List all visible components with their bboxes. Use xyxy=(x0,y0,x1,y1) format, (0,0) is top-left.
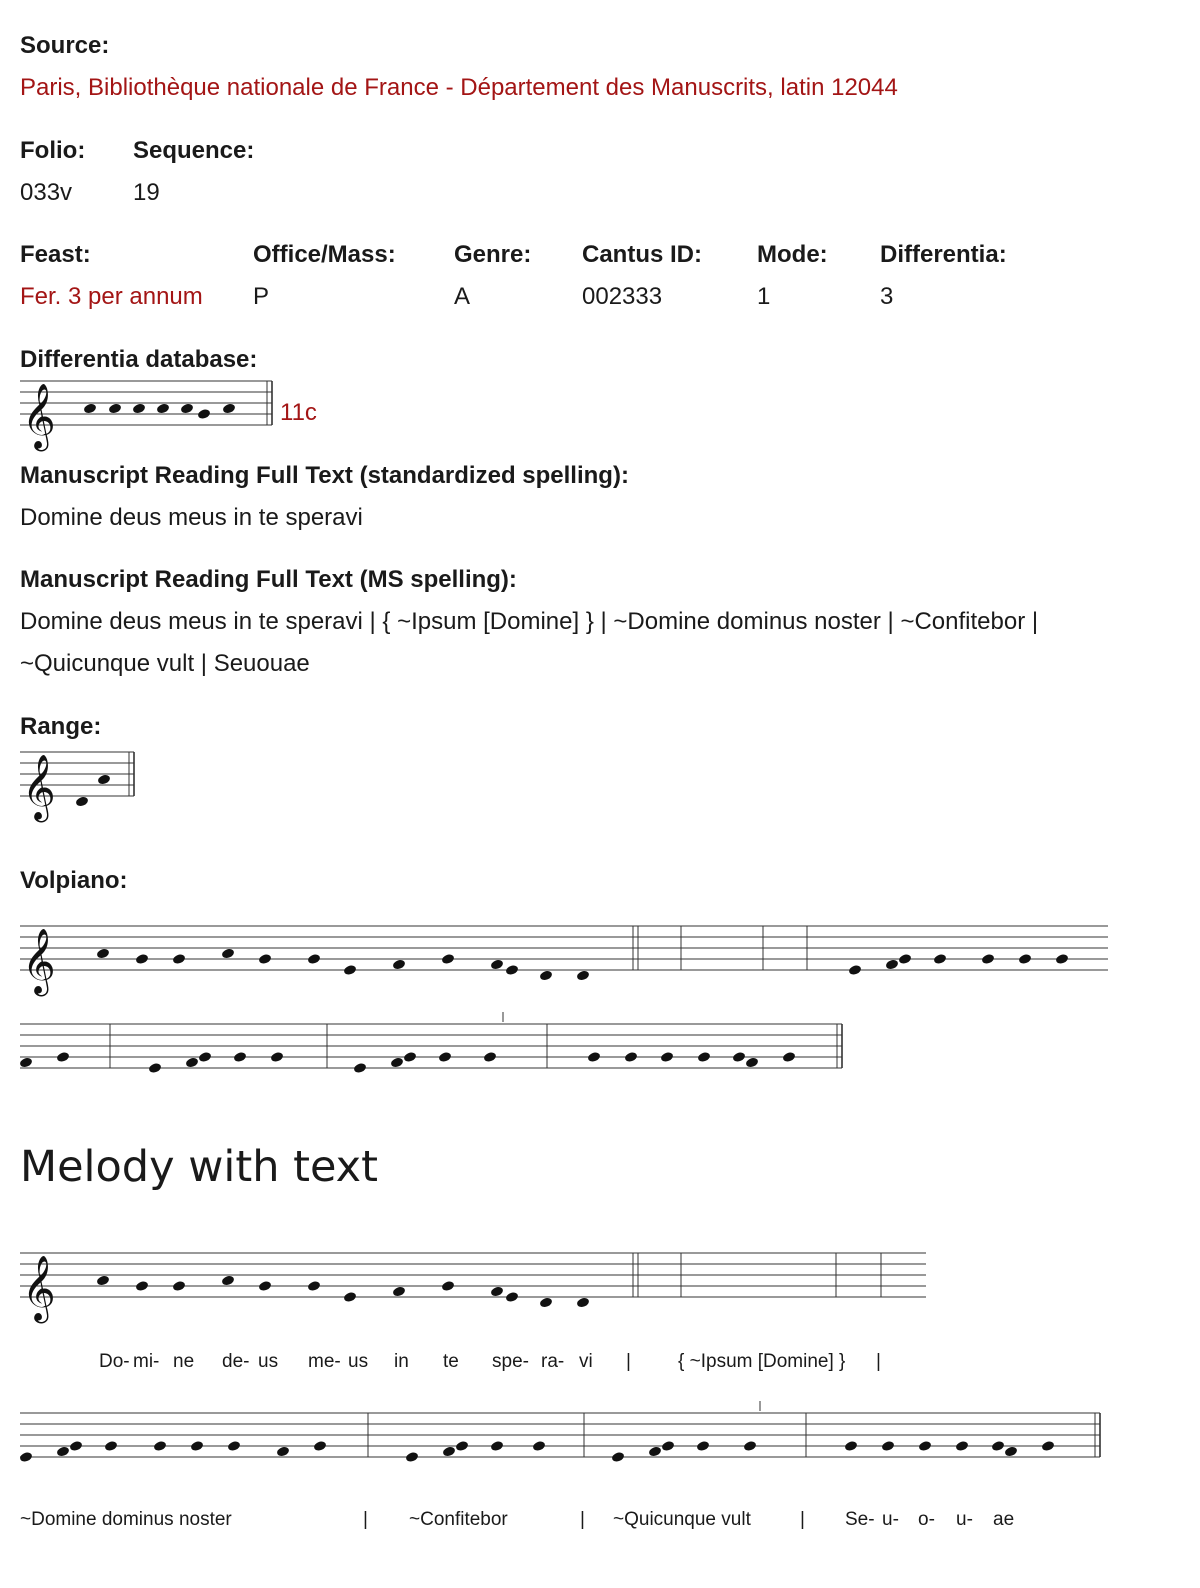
notehead-icon xyxy=(343,1291,357,1303)
notehead-icon xyxy=(1041,1440,1055,1452)
notehead-icon xyxy=(97,774,111,786)
differentia-staff xyxy=(0,368,290,448)
notehead-icon xyxy=(981,953,995,965)
notehead-icon xyxy=(844,1440,858,1452)
notehead-icon xyxy=(307,953,321,965)
lyric-syllable: ~Domine dominus noster xyxy=(20,1509,232,1530)
notehead-icon xyxy=(233,1051,247,1063)
notehead-icon xyxy=(221,1275,235,1287)
notehead-icon xyxy=(442,1446,456,1458)
lyric-syllable: o- xyxy=(918,1509,935,1530)
treble-clef-icon: 𝄞 xyxy=(22,754,56,820)
notehead-icon xyxy=(661,1440,675,1452)
notehead-icon xyxy=(611,1451,625,1463)
notehead-icon xyxy=(483,1051,497,1063)
notehead-icon xyxy=(898,953,912,965)
lyric-syllable: de- xyxy=(222,1351,250,1372)
lyric-syllable: ae xyxy=(993,1509,1015,1530)
differentia-database-label: Differentia database: xyxy=(20,346,258,373)
notehead-icon xyxy=(1018,953,1032,965)
notehead-icon xyxy=(197,408,211,420)
sequence-label: Sequence: xyxy=(133,137,255,164)
lyric-syllable: | xyxy=(580,1509,585,1530)
notehead-icon xyxy=(848,964,862,976)
notehead-icon xyxy=(221,948,235,960)
lyric-syllable: u- xyxy=(882,1509,899,1530)
mode-label: Mode: xyxy=(757,241,828,268)
notehead-icon xyxy=(881,1440,895,1452)
lyric-syllable: vi xyxy=(579,1351,593,1372)
notehead-icon xyxy=(505,1291,519,1303)
lyric-syllable: me- xyxy=(308,1351,341,1372)
notehead-icon xyxy=(933,953,947,965)
office-mass-value: P xyxy=(253,283,270,310)
notehead-icon xyxy=(587,1051,601,1063)
notehead-icon xyxy=(180,403,194,415)
notehead-icon xyxy=(307,1280,321,1292)
notehead-icon xyxy=(490,1440,504,1452)
notehead-icon xyxy=(576,970,590,982)
notehead-icon xyxy=(258,1280,272,1292)
notehead-icon xyxy=(624,1051,638,1063)
lyric-syllable: in xyxy=(394,1351,409,1372)
treble-clef-icon: 𝄞 xyxy=(22,383,56,449)
notehead-icon xyxy=(697,1051,711,1063)
notehead-icon xyxy=(745,1057,759,1069)
genre-value: A xyxy=(454,283,471,310)
lyric-syllable: ~Quicunque vult xyxy=(613,1509,751,1530)
differentia-label: Differentia: xyxy=(880,241,1007,268)
notehead-icon xyxy=(172,953,186,965)
lyric-syllable: Se- xyxy=(845,1509,875,1530)
lyric-syllable: mi- xyxy=(133,1351,160,1372)
volpiano-staff-row-1 xyxy=(0,900,1120,995)
folio-label: Folio: xyxy=(20,137,86,164)
lyric-syllable: ne xyxy=(173,1351,195,1372)
notehead-icon xyxy=(441,953,455,965)
differentia-code-link[interactable]: 11c xyxy=(280,399,317,426)
notehead-icon xyxy=(69,1440,83,1452)
treble-clef-icon: 𝄞 xyxy=(22,928,56,994)
notehead-icon xyxy=(156,403,170,415)
sequence-value: 19 xyxy=(133,179,160,206)
notehead-icon xyxy=(390,1057,404,1069)
notehead-icon xyxy=(405,1451,419,1463)
notehead-icon xyxy=(56,1051,70,1063)
source-link[interactable]: Paris, Bibliothèque nationale de France - Département des Manuscrits, latin 12044 xyxy=(20,74,898,101)
melody-with-text-heading: Melody with text xyxy=(20,1142,378,1192)
melody-staff-row-2 xyxy=(0,1395,1110,1470)
notehead-icon xyxy=(222,403,236,415)
full-text-ms-line1: Domine deus meus in te speravi | { ~Ipsum [Domine] } | ~Domine dominus noster | ~Confitebor | xyxy=(20,608,1039,635)
notehead-icon xyxy=(153,1440,167,1452)
volpiano-label: Volpiano: xyxy=(20,867,128,894)
full-text-ms-line2: ~Quicunque vult | Seuouae xyxy=(20,650,310,677)
notehead-icon xyxy=(313,1440,327,1452)
notehead-icon xyxy=(392,959,406,971)
notehead-icon xyxy=(198,1051,212,1063)
genre-label: Genre: xyxy=(454,241,532,268)
differentia-value: 3 xyxy=(880,283,894,310)
cantus-id-label: Cantus ID: xyxy=(582,241,702,268)
notehead-icon xyxy=(1004,1446,1018,1458)
notehead-icon xyxy=(135,1280,149,1292)
notehead-icon xyxy=(104,1440,118,1452)
notehead-icon xyxy=(270,1051,284,1063)
range-staff xyxy=(0,740,150,830)
notehead-icon xyxy=(1055,953,1069,965)
notehead-icon xyxy=(441,1280,455,1292)
notehead-icon xyxy=(505,964,519,976)
notehead-icon xyxy=(172,1280,186,1292)
lyric-syllable: te xyxy=(443,1351,459,1372)
notehead-icon xyxy=(75,796,89,808)
notehead-icon xyxy=(743,1440,757,1452)
notehead-icon xyxy=(276,1446,290,1458)
feast-label: Feast: xyxy=(20,241,91,268)
notehead-icon xyxy=(660,1051,674,1063)
notehead-icon xyxy=(185,1057,199,1069)
notehead-icon xyxy=(490,1286,504,1298)
notehead-icon xyxy=(490,959,504,971)
range-label: Range: xyxy=(20,713,102,740)
notehead-icon xyxy=(576,1297,590,1309)
lyric-syllable: us xyxy=(348,1351,369,1372)
notehead-icon xyxy=(258,953,272,965)
lyric-syllable: ra- xyxy=(541,1351,565,1372)
notehead-icon xyxy=(353,1062,367,1074)
notehead-icon xyxy=(343,964,357,976)
notehead-icon xyxy=(955,1440,969,1452)
notehead-icon xyxy=(532,1440,546,1452)
lyric-syllable: { ~Ipsum [Domine] } xyxy=(678,1351,846,1372)
full-text-std-label: Manuscript Reading Full Text (standardized spelling): xyxy=(20,462,629,489)
lyric-syllable: | xyxy=(876,1351,881,1372)
notehead-icon xyxy=(539,970,553,982)
cantus-id-value: 002333 xyxy=(582,283,663,310)
folio-value: 033v xyxy=(20,179,73,206)
mode-value: 1 xyxy=(757,283,771,310)
notehead-icon xyxy=(227,1440,241,1452)
lyric-syllable: | xyxy=(363,1509,368,1530)
volpiano-staff-row-2 xyxy=(0,1010,860,1080)
lyric-syllable: ~Confitebor xyxy=(409,1509,508,1530)
lyric-syllable: us xyxy=(258,1351,279,1372)
feast-link[interactable]: Fer. 3 per annum xyxy=(20,283,203,310)
treble-clef-icon: 𝄞 xyxy=(22,1255,56,1321)
notehead-icon xyxy=(135,953,149,965)
lyric-syllable: Do- xyxy=(99,1351,130,1372)
notehead-icon xyxy=(56,1446,70,1458)
full-text-std-value: Domine deus meus in te speravi xyxy=(20,504,363,531)
notehead-icon xyxy=(918,1440,932,1452)
notehead-icon xyxy=(83,403,97,415)
notehead-icon xyxy=(732,1051,746,1063)
source-label: Source: xyxy=(20,32,110,59)
notehead-icon xyxy=(148,1062,162,1074)
full-text-ms-label: Manuscript Reading Full Text (MS spelling): xyxy=(20,566,517,593)
notehead-icon xyxy=(539,1297,553,1309)
notehead-icon xyxy=(696,1440,710,1452)
notehead-icon xyxy=(132,403,146,415)
notehead-icon xyxy=(438,1051,452,1063)
notehead-icon xyxy=(96,948,110,960)
notehead-icon xyxy=(19,1057,33,1069)
notehead-icon xyxy=(885,959,899,971)
notehead-icon xyxy=(96,1275,110,1287)
notehead-icon xyxy=(455,1440,469,1452)
notehead-icon xyxy=(108,403,122,415)
notehead-icon xyxy=(403,1051,417,1063)
lyric-syllable: u- xyxy=(956,1509,973,1530)
notehead-icon xyxy=(19,1451,33,1463)
notehead-icon xyxy=(392,1286,406,1298)
notehead-icon xyxy=(190,1440,204,1452)
melody-staff-row-1 xyxy=(0,1225,940,1320)
notehead-icon xyxy=(648,1446,662,1458)
office-mass-label: Office/Mass: xyxy=(253,241,396,268)
lyric-syllable: spe- xyxy=(492,1351,529,1372)
notehead-icon xyxy=(991,1440,1005,1452)
notehead-icon xyxy=(782,1051,796,1063)
lyric-syllable: | xyxy=(626,1351,631,1372)
lyric-syllable: | xyxy=(800,1509,805,1530)
